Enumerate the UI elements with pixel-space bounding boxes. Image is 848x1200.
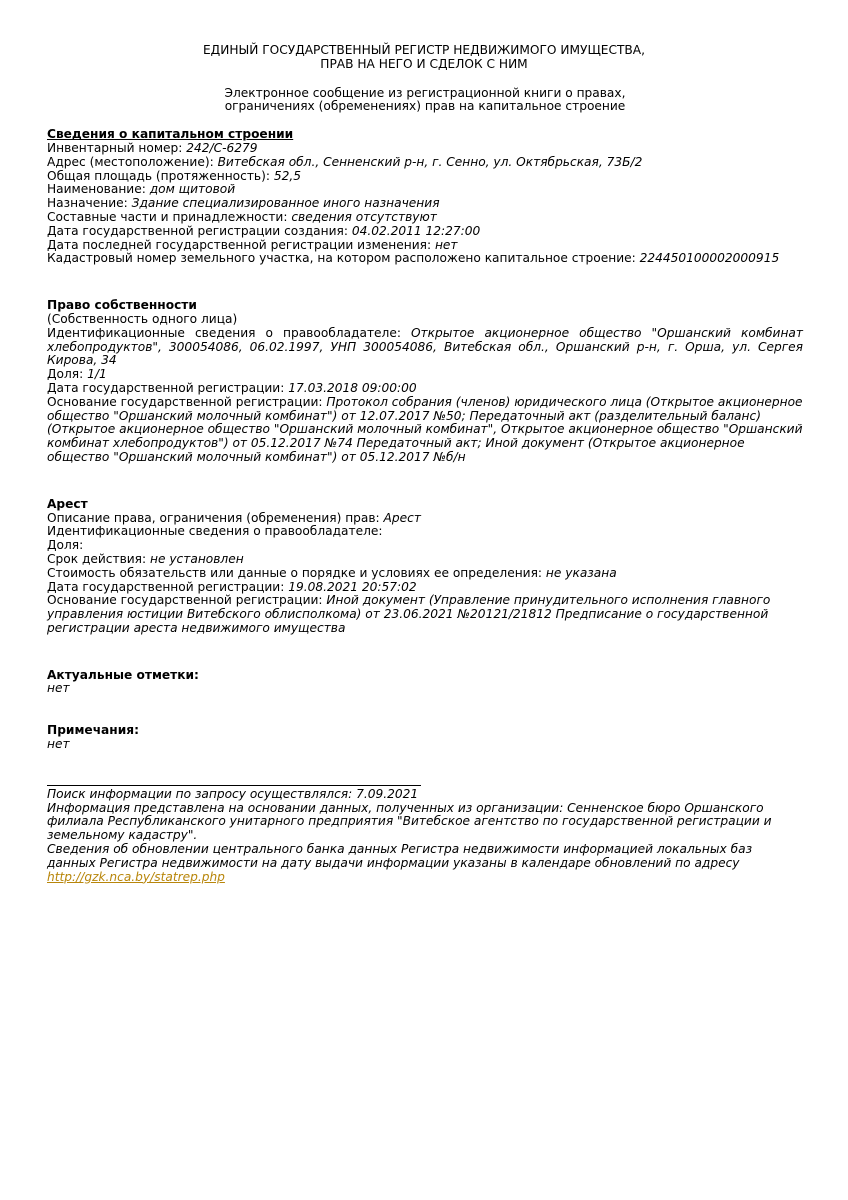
holder-value: Открытое акционерное общество "Оршанский комбинат хлебопродуктов", 300054086, 06.02.1997, УНП 300054086, Витебская обл., Оршанский р-н, г. Орша, ул. Сергея Кирова, 34: [47, 325, 803, 368]
creation-date-value: 04.02.2011 12:27:00: [351, 223, 481, 238]
document-page: [47, 44, 803, 884]
arrest-basis-label: Основание государственной регистрации:: [47, 593, 327, 608]
arrest-cost-value: не указана: [545, 565, 617, 580]
arrest-desc-value: Арест: [383, 510, 421, 525]
ownership-basis-label: Основание государственной регистрации:: [47, 394, 327, 409]
document-title: [45, 44, 803, 72]
marks-value: нет: [47, 681, 70, 696]
ownership-reg-date-label: Дата государственной регистрации:: [47, 380, 289, 395]
footer-update-info: Сведения об обновлении центрального банка данных Регистра недвижимости информацией локальных баз данных Регистра недвижимости на дату выдачи информации указаны в календаре обновлений по адресу: [47, 842, 753, 870]
change-date-row: [47, 239, 803, 253]
holder-row: [47, 327, 803, 368]
subtitle-line-1: Электронное сообщение из регистрационной книги о правах,: [224, 85, 626, 100]
building-section-title: Сведения о капитальном строении: [47, 127, 294, 142]
document-subtitle: [47, 87, 803, 115]
arrest-term-value: не установлен: [150, 551, 244, 566]
arrest-share-label: Доля:: [47, 538, 84, 553]
cadastral-label: Кадастровый номер земельного участка, на котором расположено капитальное строение:: [47, 251, 640, 266]
ownership-basis-row: [47, 396, 803, 465]
arrest-cost-row: [47, 567, 803, 581]
purpose-row: [47, 197, 803, 211]
name-row: [47, 183, 803, 197]
arrest-cost-label: Стоимость обязательств или данные о порядке и условиях ее определения:: [47, 565, 546, 580]
notes-value: нет: [47, 737, 70, 752]
name-label: Наименование:: [47, 182, 150, 197]
share-row: [47, 368, 803, 382]
arrest-section-title: Арест: [47, 496, 88, 511]
area-row: [47, 170, 803, 184]
change-date-label: Дата последней государственной регистрации изменения:: [47, 237, 435, 252]
title-line-2: ПРАВ НА НЕГО И СДЕЛОК С НИМ: [320, 56, 528, 71]
name-value: дом щитовой: [149, 182, 236, 197]
ownership-section-title: Право собственности: [47, 298, 197, 313]
building-section: [47, 128, 803, 266]
ownership-basis-value: Протокол собрания (членов) юридического лица (Открытое акционерное общество "Оршанский молочный комбинат") от 12.07.2017 №50; Передаточный акт (разделительный баланс) (Открытое акционерное общество "Оршанский молочный комбинат", Открытое акционерное общество "Оршанский комбинат хлебопродуктов") от 05.12.2017 №74 Передаточный акт; Иной документ (Открытое акционерное общество "Оршанский молочный комбинат") от 05.12.2017 №б/н: [47, 394, 803, 464]
purpose-label: Назначение:: [47, 196, 132, 211]
notes-section: [47, 724, 803, 752]
inventory-number-row: [47, 142, 803, 156]
arrest-desc-label: Описание права, ограничения (обременения) прав:: [47, 510, 384, 525]
title-line-1: ЕДИНЫЙ ГОСУДАРСТВЕННЫЙ РЕГИСТР НЕДВИЖИМОГО ИМУЩЕСТВА,: [202, 43, 646, 57]
marks-section: [47, 669, 803, 697]
ownership-reg-date-row: [47, 382, 803, 396]
ownership-kind: (Собственность одного лица): [47, 311, 238, 326]
ownership-reg-date-value: 17.03.2018 09:00:00: [288, 380, 417, 395]
holder-label: Идентификационные сведения о правообладателе:: [47, 325, 411, 340]
parts-row: [47, 211, 803, 225]
arrest-section: [47, 498, 803, 636]
share-value: 1/1: [87, 367, 107, 382]
parts-value: сведения отсутствуют: [291, 209, 437, 224]
area-label: Общая площадь (протяженность):: [47, 168, 274, 183]
cadastral-value: 224450100002000915: [639, 251, 780, 266]
registry-update-link[interactable]: http://gzk.nca.by/statrep.php: [47, 869, 225, 884]
cadastral-row: [47, 252, 803, 266]
change-date-value: нет: [434, 237, 458, 252]
arrest-desc-row: [47, 512, 803, 526]
purpose-value: Здание специализированное иного назначения: [131, 196, 440, 211]
creation-date-label: Дата государственной регистрации создания:: [47, 223, 352, 238]
arrest-term-label: Срок действия:: [47, 551, 150, 566]
arrest-reg-date-value: 19.08.2021 20:57:02: [288, 579, 417, 594]
inventory-number-value: 242/C-6279: [186, 140, 258, 155]
ownership-section: [47, 299, 803, 465]
arrest-holder-label: Идентификационные сведения о правообладателе:: [47, 524, 383, 539]
marks-section-title: Актуальные отметки:: [47, 667, 199, 682]
arrest-basis-row: [47, 594, 803, 635]
arrest-reg-date-label: Дата государственной регистрации:: [47, 579, 289, 594]
footer-search-info: Поиск информации по запросу осуществлялся: 7.09.2021: [47, 786, 419, 801]
notes-section-title: Примечания:: [47, 723, 139, 738]
area-value: 52,5: [273, 168, 301, 183]
creation-date-row: [47, 225, 803, 239]
subtitle-line-2: ограничениях (обременениях) прав на капитальное строение: [224, 99, 626, 114]
footer-source-info: Информация представлена на основании данных, полученных из организации: Сенненское бюро Оршанского филиала Республиканского унитарного предприятия "Витебское агентство по государственной регистрации и земельному кадастру".: [47, 800, 772, 843]
arrest-basis-value: Иной документ (Управление принудительного исполнения главного управления юстиции Витебского облисполкома) от 23.06.2021 №20121/21812 Предписание о государственной регистрации ареста недвижимого имущества: [47, 593, 771, 635]
share-label: Доля:: [47, 367, 88, 382]
address-value: Витебская обл., Сенненский р-н, г. Сенно, ул. Октябрьская, 73Б/2: [217, 154, 643, 169]
arrest-term-row: [47, 553, 803, 567]
address-row: [47, 156, 803, 170]
footer: [47, 788, 803, 885]
arrest-reg-date-row: [47, 581, 803, 595]
address-label: Адрес (местоположение):: [47, 154, 218, 169]
footer-divider: [47, 785, 421, 786]
inventory-number-label: Инвентарный номер:: [47, 140, 187, 155]
parts-label: Составные части и принадлежности:: [47, 209, 292, 224]
